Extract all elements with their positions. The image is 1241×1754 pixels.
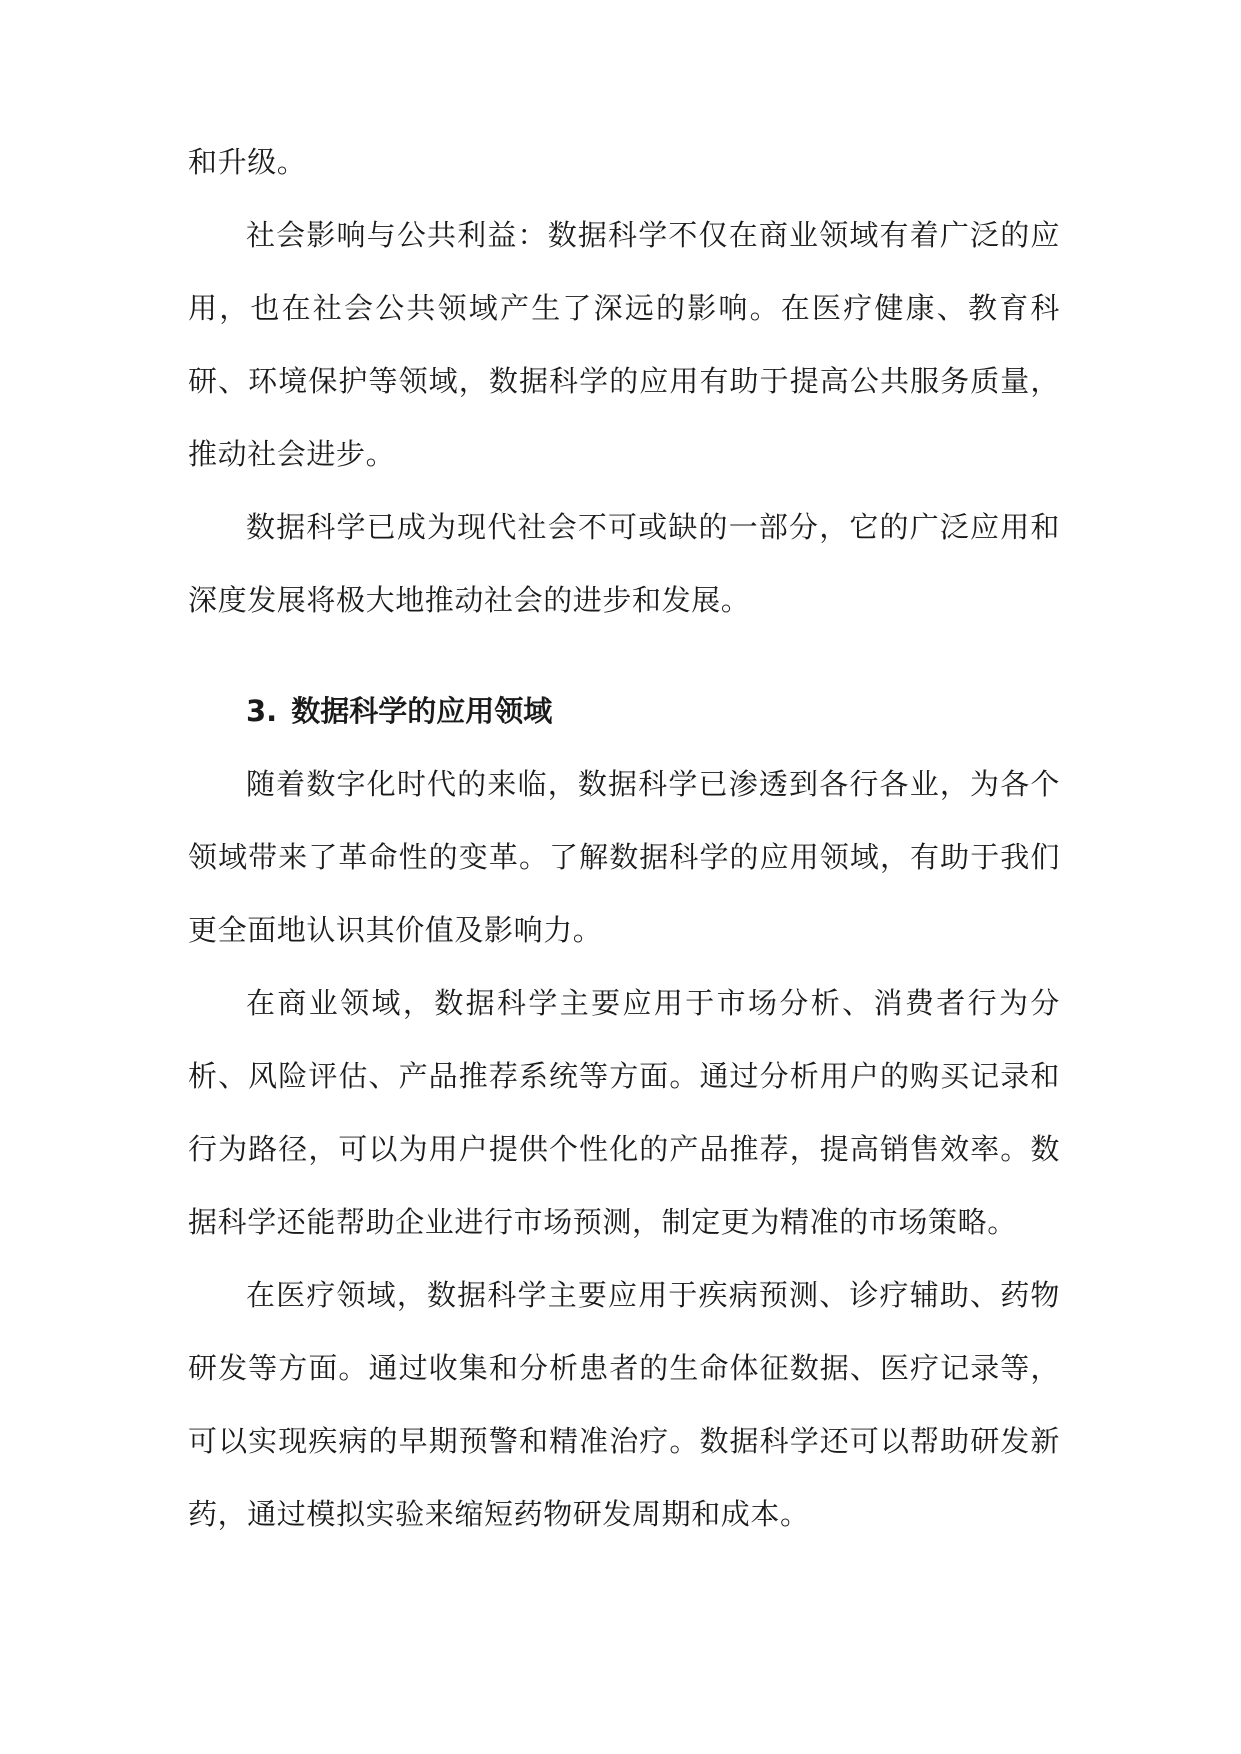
paragraph-social-impact: 社会影响与公共利益：数据科学不仅在商业领域有着广泛的应用，也在社会公共领域产生了深远的影响。在医疗健康、教育科研、环境保护等领域，数据科学的应用有助于提高公共服务质量，推动社会进步。 — [188, 218, 1060, 471]
document-page — [188, 126, 1060, 1551]
section-heading — [188, 675, 1060, 748]
paragraph-business: 在商业领域，数据科学主要应用于市场分析、消费者行为分析、风险评估、产品推荐系统等方面。通过分析用户的购买记录和行为路径，可以为用户提供个性化的产品推荐，提高销售效率。数据科学还能帮助企业进行市场预测，制定更为精准的市场策略。 — [188, 986, 1060, 1239]
paragraph-intro: 随着数字化时代的来临，数据科学已渗透到各行各业，为各个领域带来了革命性的变革。了解数据科学的应用领域，有助于我们更全面地认识其价值及影响力。 — [188, 767, 1060, 947]
paragraph-continuation: 和升级。 — [188, 145, 307, 179]
section-title: 数据科学的应用领域 — [291, 694, 553, 728]
paragraph-summary: 数据科学已成为现代社会不可或缺的一部分，它的广泛应用和深度发展将极大地推动社会的进步和发展。 — [188, 510, 1060, 617]
section-number: 3. — [246, 694, 278, 728]
paragraph-medical: 在医疗领域，数据科学主要应用于疾病预测、诊疗辅助、药物研发等方面。通过收集和分析患者的生命体征数据、医疗记录等，可以实现疾病的早期预警和精准治疗。数据科学还可以帮助研发新药，通过模拟实验来缩短药物研发周期和成本。 — [188, 1278, 1060, 1531]
